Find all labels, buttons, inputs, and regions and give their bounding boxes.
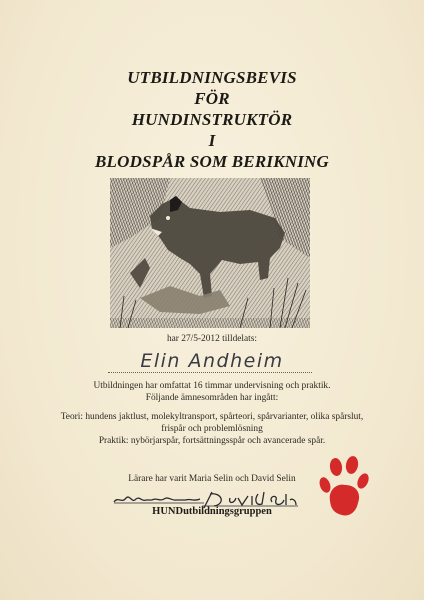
title-line-1: UTBILDNINGSBEVIS bbox=[127, 68, 297, 87]
theory-line-1: Teori: hundens jaktlust, molekyltransport, spårteori, spårvarianter, olika spårslut, bbox=[60, 412, 364, 422]
date-line: har 27/5-2012 tilldelats: bbox=[166, 334, 258, 344]
topics-intro: Följande ämnesområden har ingått: bbox=[145, 393, 279, 403]
title-line-3: HUNDINSTRUKTÖR bbox=[131, 110, 293, 129]
title-line-4: I bbox=[208, 131, 216, 150]
name-underline bbox=[108, 372, 312, 373]
organization-name: HUNDutbildningsgruppen bbox=[152, 506, 272, 517]
title-line-2: FÖR bbox=[194, 89, 230, 108]
recipient-name: Elin Andheim bbox=[140, 350, 284, 372]
theory-line-2: frispår och problemlösning bbox=[161, 424, 263, 434]
teachers-line: Lärare har varit Maria Selin och David Selin bbox=[128, 474, 296, 484]
title-line-5: BLODSPÅR SOM BERIKNING bbox=[95, 152, 329, 171]
wolf-engraving bbox=[110, 178, 310, 328]
hours-line: Utbildningen har omfattat 16 timmar undervisning och praktik. bbox=[93, 381, 331, 391]
practice-line: Praktik: nybörjarspår, fortsättningsspår och avancerade spår. bbox=[98, 436, 326, 446]
paw-print-icon bbox=[318, 455, 370, 519]
